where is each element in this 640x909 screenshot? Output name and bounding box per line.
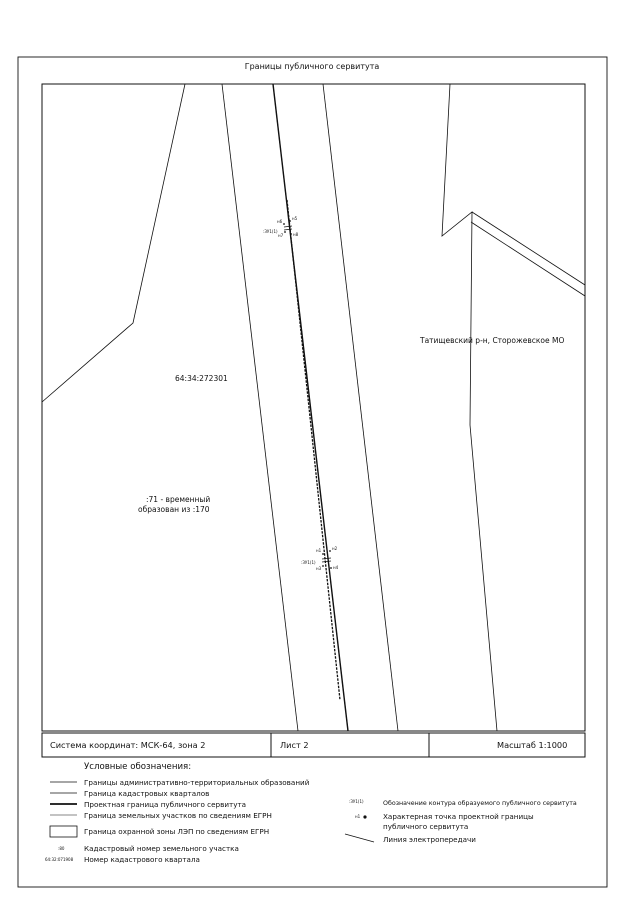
- temp-parcel-label-2: образован из :170: [138, 505, 210, 514]
- legend-text-protection-zone: Граница охранной зоны ЛЭП по сведениям ЕГРН: [84, 827, 270, 836]
- legend-point-dot: [363, 815, 366, 818]
- power-line: [287, 200, 340, 700]
- boundary-point: [329, 550, 331, 552]
- branch-road-upper: [472, 212, 585, 285]
- legend-symbol-power-line: [345, 834, 374, 842]
- boundary-point: [289, 220, 291, 222]
- point-label: н5: [292, 216, 298, 221]
- point-label: н1: [316, 548, 322, 553]
- legend-symbol-contour: :ЗУ1(1): [349, 799, 364, 804]
- legend-heading: Условные обозначения:: [84, 762, 192, 772]
- legend-text-cadastral: Кадастровый номер земельного участка: [84, 844, 239, 853]
- legend-symbol-protection-zone: [50, 826, 77, 837]
- admin-boundary-right: [442, 84, 497, 731]
- point-label: н3: [316, 566, 322, 571]
- branch-road-lower: [471, 222, 585, 296]
- boundary-point: [330, 567, 332, 569]
- legend-text-power-line: Линия электропередачи: [383, 835, 476, 844]
- coord-system-text: Система координат: МСК-64, зона 2: [50, 740, 206, 750]
- boundary-point: [322, 565, 324, 567]
- hatch-mark: [322, 561, 331, 562]
- legend-text-contour: Обозначение контура образуемого публичного сервитута: [383, 800, 577, 807]
- legend: [45, 762, 577, 864]
- boundary-point: [284, 231, 286, 233]
- legend-text-servitude: Проектная граница публичного сервитута: [84, 800, 247, 809]
- servitude-edge-right: [323, 84, 398, 731]
- boundary-point: [283, 223, 285, 225]
- legend-text-point-1: Характерная точка проектной границы: [383, 812, 534, 821]
- hatch-mark: [322, 558, 331, 559]
- hatch-mark: [284, 226, 292, 227]
- point-label: н7: [278, 233, 284, 238]
- map-content: [42, 84, 585, 731]
- admin-boundary-left: [42, 84, 185, 402]
- legend-symbol-point: н1: [355, 814, 361, 819]
- road-edge-left: [222, 84, 298, 731]
- parcel-number-label: 64:34:272301: [175, 374, 228, 383]
- legend-symbol-quarter-number: 64:32:071908: [45, 857, 74, 862]
- point-label: н6: [277, 219, 283, 224]
- contour-label: :ЗУ1(1): [301, 560, 316, 565]
- temp-parcel-label-1: :71 - временный: [146, 495, 211, 504]
- region-label: Татищевский р-н, Сторожевское МО: [420, 336, 565, 345]
- legend-text-parcels: Граница земельных участков по сведениям ЕГРН: [84, 811, 272, 820]
- boundary-point: [322, 553, 324, 555]
- legend-text-admin: Границы административно-территориальных образований: [84, 778, 310, 787]
- sheet-title: Границы публичного сервитута: [244, 62, 380, 71]
- scale-text: Масштаб 1:1000: [497, 740, 568, 750]
- legend-text-point-2: публичного сервитута: [383, 822, 469, 831]
- contour-label: :ЗУ1(1): [263, 229, 278, 234]
- sheet-number-text: Лист 2: [280, 740, 309, 750]
- point-label: н8: [293, 232, 299, 237]
- point-cluster-bottom: [301, 546, 339, 571]
- map-frame: [42, 84, 585, 731]
- boundary-point: [290, 233, 292, 235]
- point-label: н2: [332, 546, 338, 551]
- info-bar: [42, 733, 585, 757]
- legend-symbol-cadastral: :80: [58, 846, 65, 851]
- legend-text-quarter-number: Номер кадастрового квартала: [84, 855, 200, 864]
- point-cluster-top: [263, 216, 299, 238]
- servitude-edge-left: [273, 84, 348, 731]
- legend-text-quarter: Граница кадастровых кварталов: [84, 789, 210, 798]
- point-label: н4: [333, 565, 339, 570]
